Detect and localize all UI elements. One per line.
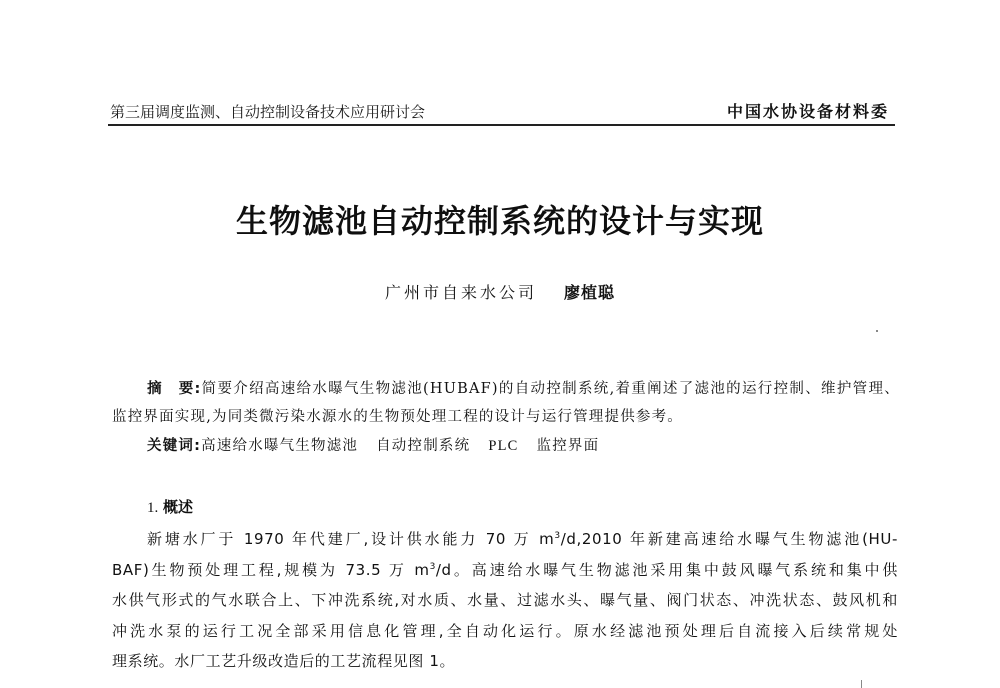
keyword-item: 监控界面 <box>536 438 600 454</box>
keywords-label: 关键词: <box>147 438 202 454</box>
body-text-segment: 水供气形式的气水联合上、下冲洗系统,对水质、水量、过滤水头、曝气量、阀门状态、冲洗状态、鼓风机和 <box>112 591 898 609</box>
body-text-segment: 冲洗水泵的运行工况全部采用信息化管理,全自动化运行。原水经滤池预处理后自流接入后续常规处 <box>112 621 898 640</box>
superscript: 3 <box>554 531 561 541</box>
body-line <box>112 646 898 677</box>
body-line <box>112 585 898 616</box>
header-conference-name: 第三届调度监测、自动控制设备技术应用研讨会 <box>110 103 426 121</box>
superscript: 3 <box>429 561 436 572</box>
scan-speck <box>876 330 878 332</box>
body-text-segment: /d,2010 年新建高速给水曝气生物滤池(HU- <box>560 530 899 548</box>
author-line <box>0 280 1000 303</box>
header-organization: 中国水协设备材料委 <box>726 102 889 121</box>
body-text-segment: 理系统。水厂工艺升级改造后的工艺流程见图 1。 <box>112 652 456 670</box>
abstract <box>112 375 900 431</box>
body-text-segment: /d。高速给水曝气生物滤池采用集中鼓风曝气系统和集中供 <box>435 560 899 579</box>
author-affiliation: 广州市自来水公司 <box>384 283 537 302</box>
running-header <box>108 98 895 126</box>
section-number: 1. <box>147 500 159 516</box>
author-name: 廖植聪 <box>564 283 616 302</box>
body-line <box>112 616 898 647</box>
section-heading <box>147 496 193 517</box>
abstract-text: 简要介绍高速给水曝气生物滤池(HUBAF)的自动控制系统,着重阐述了滤池的运行控制、维护管理、监控界面实现,为同类微污染水源水的生物预处理工程的设计与运行管理提供参考。 <box>112 381 900 425</box>
section-body <box>112 524 898 677</box>
keyword-item: PLC <box>488 438 519 454</box>
body-line <box>112 555 898 586</box>
abstract-label: 摘 要: <box>147 381 202 397</box>
keyword-item: 高速给水曝气生物滤池 <box>201 438 359 454</box>
body-text-segment: BAF)生物预处理工程,规模为 73.5 万 m <box>112 560 430 579</box>
section-title: 概述 <box>163 498 194 516</box>
scan-speck <box>861 680 862 688</box>
paper-title: 生物滤池自动控制系统的设计与实现 <box>235 202 764 240</box>
keywords <box>147 432 617 460</box>
keyword-item: 自动控制系统 <box>376 438 471 454</box>
body-text-segment: 新塘水厂于 1970 年代建厂,设计供水能力 70 万 m <box>147 530 555 548</box>
body-line <box>112 524 898 555</box>
